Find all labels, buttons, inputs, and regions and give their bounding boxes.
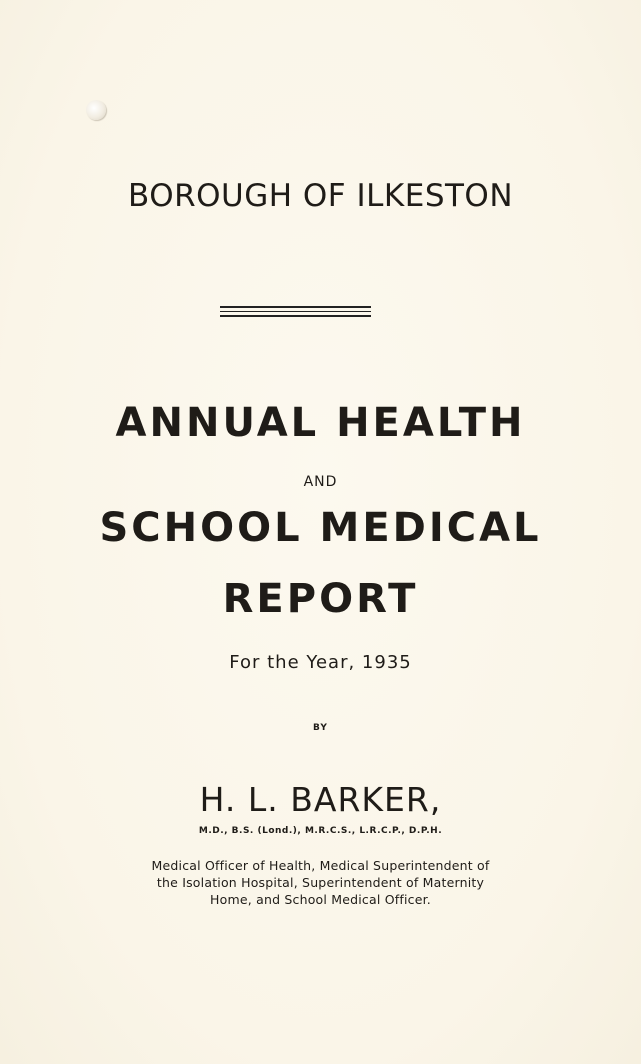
author-name: H. L. BARKER, [199,780,442,819]
title-line-1: ANNUAL HEALTH [115,400,526,446]
issuer-heading: BOROUGH OF ILKESTON [127,178,514,214]
author-role-line: Home, and School Medical Officer. [210,892,431,907]
title-conjunction: AND [303,474,338,490]
decorative-rule-middle [220,311,371,312]
decorative-rule-top [220,306,371,308]
punch-hole [86,100,106,120]
decorative-rule-bottom [220,315,371,317]
author-role-line: the Isolation Hospital, Superintendent of Maternity [156,875,485,890]
author-role-line: Medical Officer of Health, Medical Superintendent of [151,858,490,873]
report-year: For the Year, 1935 [229,652,412,673]
title-line-3: REPORT [222,576,419,622]
by-label: BY [313,723,328,733]
title-line-2: SCHOOL MEDICAL [99,505,542,551]
author-degrees: M.D., B.S. (Lond.), M.R.C.S., L.R.C.P., D.P.H. [198,826,443,836]
